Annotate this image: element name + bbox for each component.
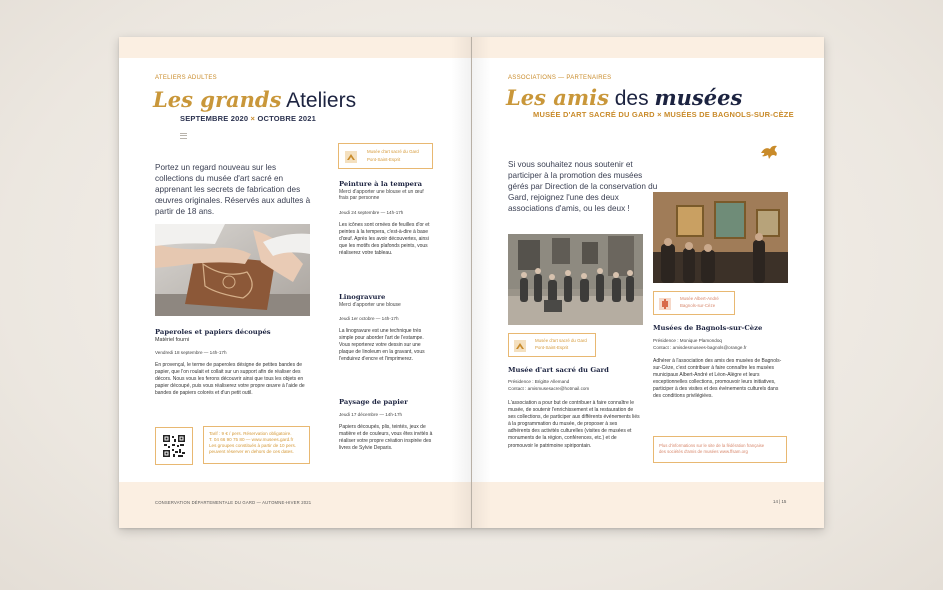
workshop-date-3: Jeudi 17 décembre — 14h-17h bbox=[339, 412, 403, 417]
qr-code[interactable] bbox=[155, 427, 193, 465]
assoc1-contact[interactable]: Contact : amismusesacre@hotmail.com bbox=[508, 386, 590, 391]
art-sacre-logo-icon bbox=[514, 340, 526, 352]
museum-logo-icon bbox=[345, 151, 357, 163]
workshop-title-3: Paysage de papier bbox=[339, 398, 408, 406]
albert-andre-logo-icon bbox=[659, 298, 671, 310]
assoc2-tag-line1: Musée Albert-André bbox=[680, 296, 719, 301]
info-line-2[interactable]: T. 04 66 90 75 80 — www.musees.gard.fr bbox=[209, 437, 294, 442]
menu-lines-icon bbox=[180, 133, 187, 139]
left-title-plain: Ateliers bbox=[286, 89, 357, 112]
assoc2-contact[interactable]: Contact : amisdesmusees-bagnols@orange.fr bbox=[653, 345, 747, 350]
paperoles-text: En provençal, le terme de paperoles désigne de petites bandes de papier, que l'on roulait et collait sur un support afin de réaliser des décors. Nous vous les ferons découvrir ainsi que tous les objets en papier découpé, puis vous réaliserez votre propre œuvre à l'aide de bandes de papiers colorés et d'un petit outil. bbox=[155, 362, 305, 397]
left-footer: CONSERVATION DÉPARTEMENTALE DU GARD — AUTOMNE-HIVER 2021 bbox=[155, 500, 312, 505]
workshop-subtitle-1: Merci d'apporter une blouse et un œuf frais par personne bbox=[339, 189, 424, 201]
assoc2-tag-line2: Bagnols-sur-Cèze bbox=[680, 303, 716, 308]
right-kicker: ASSOCIATIONS — PARTENAIRES bbox=[508, 75, 612, 81]
right-info-line-2[interactable]: des sociétés d'amis de musées www.ffsam.org bbox=[659, 449, 748, 454]
assoc1-title: Musée d'art sacré du Gard bbox=[508, 366, 609, 374]
left-subtitle-a: SEPTEMBRE 2020 bbox=[180, 114, 249, 123]
assoc1-tag bbox=[508, 333, 596, 357]
dragon-emblem-icon bbox=[759, 144, 779, 160]
workshop-title-2: Linogravure bbox=[339, 293, 386, 301]
right-title-end: musées bbox=[654, 85, 743, 110]
paperoles-subtitle: Matériel fourni bbox=[155, 337, 190, 343]
paperoles-date: Vendredi 18 septembre — 14h-17h bbox=[155, 350, 227, 355]
left-lead: Portez un regard nouveau sur les collections du musée d'art sacré en apprenant les secrets de fabrication des œuvres originales. Réservés aux adultes à partir de 18 ans. bbox=[155, 163, 311, 216]
left-info-box bbox=[203, 426, 310, 464]
workshop-text-3: Papiers découpés, plis, teintés, jeux de matière et de couleurs, vous êtes invités à réaliser votre propre création inspirée des livres de Sylvie Deparis. bbox=[339, 424, 433, 452]
left-subtitle bbox=[180, 114, 316, 123]
courtyard-group-photo bbox=[508, 234, 643, 325]
museum-tag-line2: Pont-Saint-Esprit bbox=[367, 157, 401, 162]
right-title-italic: Les amis bbox=[506, 85, 609, 110]
right-subtitle-a: MUSÉE D'ART SACRÉ DU GARD bbox=[533, 110, 655, 119]
right-title bbox=[506, 87, 742, 110]
assoc1-tag-line1: Musée d'art sacré du Gard bbox=[535, 338, 587, 343]
info-line-3: Les groupes constitués à partir de 10 pers. bbox=[209, 443, 297, 448]
right-lead: Si vous souhaitez nous soutenir et participer à la promotion des musées gérés par Direction de la conservation du Gard, rejoignez l'une des deux associations d'amis, ou les deux ! bbox=[508, 160, 658, 213]
paperoles-title: Paperoles et papiers découpés bbox=[155, 328, 271, 336]
left-museum-tag bbox=[338, 143, 433, 169]
workshop-subtitle-2: Merci d'apporter une blouse bbox=[339, 302, 401, 308]
left-title bbox=[153, 89, 356, 112]
info-line-1: Tarif : 9 € / pers. Réservation obligatoire. bbox=[209, 431, 292, 436]
assoc2-title: Musées de Bagnols-sur-Cèze bbox=[653, 324, 763, 332]
assoc2-text: Adhérer à l'association des amis des musées de Bagnols-sur-Cèze, c'est contribuer à faire connaître les musées municipaux Albert-André et Léon-Alègre et leurs exceptionnelles collections, promouvoir leurs initiatives, participer à des visites et des événements culturels dans des conditions privilégiées. bbox=[653, 358, 782, 400]
right-info-box bbox=[653, 436, 787, 463]
paper-cutting-photo bbox=[155, 224, 310, 316]
right-subtitle-sep: × bbox=[657, 110, 662, 119]
left-kicker: ATELIERS ADULTES bbox=[155, 75, 217, 81]
assoc1-president: Présidence : Brigitte Allemand bbox=[508, 379, 570, 384]
info-line-4: peuvent réserver en dehors de ces dates. bbox=[209, 449, 294, 454]
workshop-date-2: Jeudi 1er octobre — 14h-17h bbox=[339, 316, 399, 321]
brochure-spread bbox=[119, 37, 824, 528]
left-title-italic: Les grands bbox=[153, 87, 282, 112]
right-info-line-1: Plus d'informations sur le site de la fédération française bbox=[659, 443, 765, 448]
gallery-visit-photo bbox=[653, 192, 788, 283]
right-subtitle-b: MUSÉES DE BAGNOLS-SUR-CÈZE bbox=[663, 110, 794, 119]
page-gutter bbox=[471, 37, 472, 528]
assoc2-president: Présidence : Monique Plamondoq bbox=[653, 338, 722, 343]
assoc2-tag bbox=[653, 291, 735, 315]
assoc1-text: L'association a pour but de contribuer à faire connaître le musée, de soutenir l'enrichissement et la restauration de ses collections, de participer aux différents événements liés à la programmation du musée, de proposer à ses adhérents des activités culturelles (visites de musées et monuments de la région, conférences, etc.) et de promouvoir le patrimoine spiripontain. bbox=[508, 400, 640, 449]
right-subtitle bbox=[533, 110, 794, 119]
workshop-title-1: Peinture à la tempera bbox=[339, 180, 422, 188]
assoc1-tag-line2: Pont-Saint-Esprit bbox=[535, 345, 569, 350]
workshop-text-2: La linogravure est une technique très simple pour aborder l'art de l'estampe. Vous reporterez votre dessin sur une plaque de linoleum en la gravant, vous l'enduirez d'encre et l'imprimerez. bbox=[339, 328, 425, 363]
right-title-plain: des bbox=[614, 87, 649, 110]
museum-tag-line1: Musée d'art sacré du Gard bbox=[367, 149, 419, 154]
workshop-date-1: Jeudi 24 septembre — 14h-17h bbox=[339, 210, 404, 215]
left-subtitle-sep: × bbox=[250, 114, 256, 123]
workshop-text-1: Les icônes sont ornées de feuilles d'or et peintes à la tempera, c'est-à-dire à base d'œuf. Après les avoir découvertes, ainsi que les motifs des plafonds peints, vous réaliserez votre tableau. bbox=[339, 222, 430, 257]
left-subtitle-b: OCTOBRE 2021 bbox=[257, 114, 316, 123]
page-numbers: 14 | 15 bbox=[773, 499, 787, 504]
